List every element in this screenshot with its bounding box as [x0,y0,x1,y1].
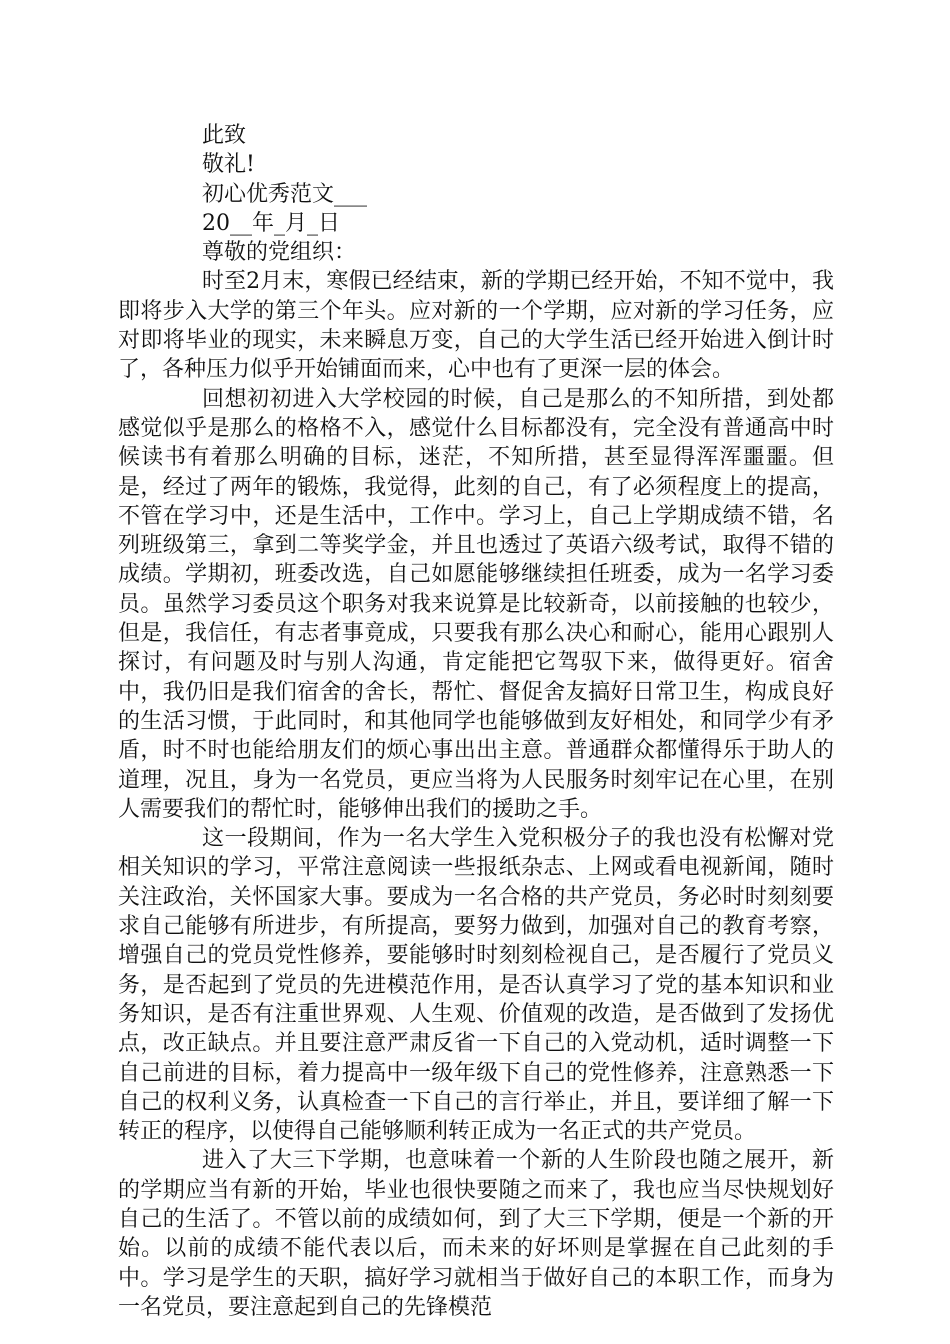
closing-line-jingli: 敬礼! [202,152,255,178]
closing-line-cizhi: 此致 [202,123,247,148]
body-paragraph-2: 回想初初进入大学校园的时候，自己是那么的不知所措，到处都感觉似乎是那么的格格不入，感觉什么目标都没有，完全没有普通高中时候读书有着那么明确的目标，迷茫，不知所措，甚至显得浑浑噩噩。但是，经过了两年的锻炼，我觉得，此刻的自己，有了必须程度上的提高，不管在学习中，还是生活中，工作中。学习上，自己上学期成绩不错，名列班级第三，拿到二等奖学金，并且也透过了英语六级考试，取得不错的成绩。学期初，班委改选，自己如愿能够继续担任班委，成为一名学习委员。虽然学习委员这个职务对我来说算是比较新奇，以前接触的也较少，但是，我信任，有志者事竟成，只要我有那么决心和耐心，能用心跟别人探讨，有问题及时与别人沟通，肯定能把它驾驭下来，做得更好。宿舍中，我仍旧是我们宿舍的舍长，帮忙、督促舍友搞好日常卫生，构成良好的生活习惯，于此同时，和其他同学也能够做到友好相处，和同学少有矛盾，时不时也能给朋友们的烦心事出出主意。普通群众都懂得乐于助人的道理，况且，身为一名党员，更应当将为人民服务时刻牢记在心里，在别人需要我们的帮忙时，能够伸出我们的援助之手。 [118,386,834,822]
body-paragraph-3: 这一段期间，作为一名大学生入党积极分子的我也没有松懈对党相关知识的学习，平常注意阅读一些报纸杂志、上网或看电视新闻，随时关注政治，关怀国家大事。要成为一名合格的共产党员，务必时时刻刻要求自己能够有所进步，有所提高，要努力做到，加强对自己的教育考察，增强自己的党员党性修养，要能够时时刻刻检视自己，是否履行了党员义务，是否起到了党员的先进模范作用，是否认真学习了党的基本知识和业务知识，是否有注重世界观、人生观、价值观的改造，是否做到了发扬优点，改正缺点。并且要注意严肃反省一下自己的入党动机，适时调整一下自己前进的目标，着力提高中一级年级下自己的党性修养，注意熟悉一下自己的权利义务，认真检查一下自己的言行举止，并且，要详细了解一下转正的程序，以使得自己能够顺利转正成为一名正式的共产党员。 [118,826,834,1145]
salutation: 尊敬的党组织： [202,240,357,266]
closing-signature: 初心优秀范文___ [202,181,368,207]
closing-date: 20__年_月_日 [202,210,340,236]
document-body [118,121,834,1322]
body-paragraph-1: 时至2月末，寒假已经结束，新的学期已经开始，不知不觉中，我即将步入大学的第三个年头。应对新的一个学期，应对新的学习任务，应对即将毕业的现实，未来瞬息万变，自己的大学生活已经开始进入倒计时了，各种压力似乎开始铺面而来，心中也有了更深一层的体会。 [118,269,834,383]
body-paragraph-4: 进入了大三下学期，也意味着一个新的人生阶段也随之展开，新的学期应当有新的开始，毕业也很快要随之而来了，我也应当尽快规划好自己的生活了。不管以前的成绩如何，到了大三下学期，便是一个新的开始。以前的成绩不能代表以后，而未来的好坏则是掌握在自己此刻的手中。学习是学生的天职，搞好学习就相当于做好自己的本职工作，而身为一名党员，要注意起到自己的先锋模范 [118,1148,834,1320]
